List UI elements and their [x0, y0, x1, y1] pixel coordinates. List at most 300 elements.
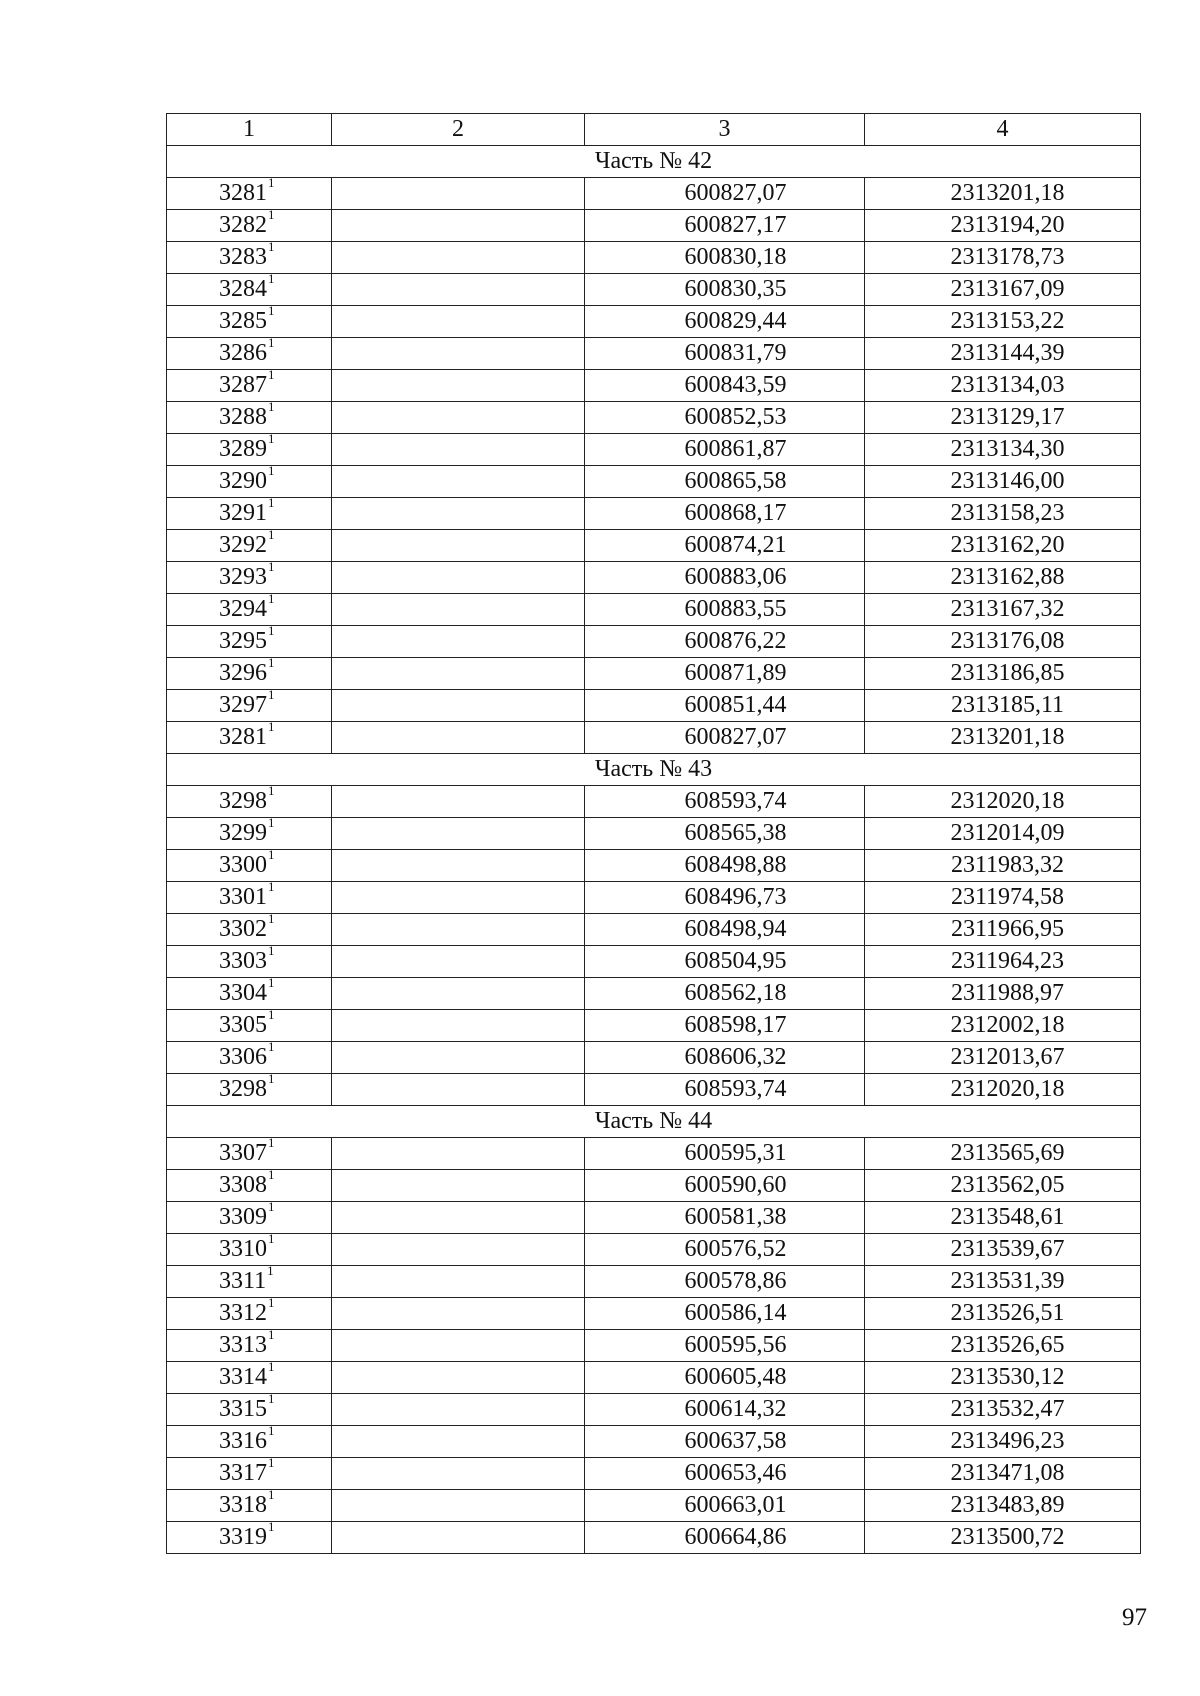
- y-coordinate: 2313129,17: [865, 402, 1141, 434]
- empty-cell: [332, 690, 585, 722]
- empty-cell: [332, 274, 585, 306]
- y-coordinate: 2313548,61: [865, 1202, 1141, 1234]
- point-number-cell: [167, 562, 332, 594]
- table-row: [167, 498, 1141, 530]
- table-row: [167, 690, 1141, 722]
- point-number-superscript: 1: [268, 529, 275, 542]
- x-coordinate: 600861,87: [585, 434, 865, 466]
- point-number: 3281: [219, 180, 267, 206]
- point-number-superscript: 1: [268, 593, 275, 606]
- y-coordinate: 2313201,18: [865, 722, 1141, 754]
- point-number-cell: [167, 1170, 332, 1202]
- point-number-superscript: 1: [268, 1041, 275, 1054]
- point-number: 3297: [219, 692, 267, 718]
- empty-cell: [332, 786, 585, 818]
- point-number-cell: [167, 1426, 332, 1458]
- point-number: 3308: [219, 1172, 267, 1198]
- point-number: 3285: [219, 308, 267, 334]
- empty-cell: [332, 210, 585, 242]
- point-number-cell: [167, 1362, 332, 1394]
- y-coordinate: 2313176,08: [865, 626, 1141, 658]
- x-coordinate: 600827,07: [585, 178, 865, 210]
- point-number-superscript: 1: [268, 433, 275, 446]
- point-number-cell: [167, 1394, 332, 1426]
- point-number-cell: [167, 1202, 332, 1234]
- table-row: [167, 434, 1141, 466]
- y-coordinate: 2312013,67: [865, 1042, 1141, 1074]
- point-number-superscript: 1: [268, 657, 275, 670]
- x-coordinate: 608598,17: [585, 1010, 865, 1042]
- empty-cell: [332, 562, 585, 594]
- table-row: [167, 626, 1141, 658]
- table-row: [167, 306, 1141, 338]
- point-number-superscript: 1: [268, 1233, 275, 1246]
- point-number-cell: [167, 1330, 332, 1362]
- coordinates-table: [166, 113, 1141, 1554]
- x-coordinate: 600590,60: [585, 1170, 865, 1202]
- point-number: 3311: [219, 1268, 267, 1294]
- x-coordinate: 608565,38: [585, 818, 865, 850]
- point-number-superscript: 1: [268, 401, 275, 414]
- empty-cell: [332, 1426, 585, 1458]
- empty-cell: [332, 1362, 585, 1394]
- point-number: 3293: [219, 564, 267, 590]
- point-number-cell: [167, 1138, 332, 1170]
- empty-cell: [332, 1522, 585, 1554]
- point-number-cell: [167, 530, 332, 562]
- table-row: [167, 1426, 1141, 1458]
- point-number: 3319: [219, 1524, 267, 1550]
- x-coordinate: 600851,44: [585, 690, 865, 722]
- section-title: Часть № 43: [167, 754, 1141, 786]
- point-number-cell: [167, 1522, 332, 1554]
- empty-cell: [332, 1490, 585, 1522]
- point-number-cell: [167, 1010, 332, 1042]
- y-coordinate: 2313167,09: [865, 274, 1141, 306]
- point-number-superscript: 1: [268, 1297, 275, 1310]
- column-header-4: 4: [865, 114, 1141, 146]
- point-number-superscript: 1: [268, 1329, 275, 1342]
- point-number-superscript: 1: [268, 1521, 275, 1534]
- table-row: [167, 530, 1141, 562]
- y-coordinate: 2312002,18: [865, 1010, 1141, 1042]
- point-number: 3313: [219, 1332, 267, 1358]
- x-coordinate: 600852,53: [585, 402, 865, 434]
- y-coordinate: 2311964,23: [865, 946, 1141, 978]
- table-row: [167, 370, 1141, 402]
- table-row: [167, 946, 1141, 978]
- point-number: 3282: [219, 212, 267, 238]
- point-number-superscript: 1: [268, 1489, 275, 1502]
- point-number-cell: [167, 1234, 332, 1266]
- point-number-superscript: 1: [268, 369, 275, 382]
- x-coordinate: 608562,18: [585, 978, 865, 1010]
- y-coordinate: 2313565,69: [865, 1138, 1141, 1170]
- x-coordinate: 600876,22: [585, 626, 865, 658]
- empty-cell: [332, 1202, 585, 1234]
- empty-cell: [332, 882, 585, 914]
- point-number: 3290: [219, 468, 267, 494]
- point-number-superscript: 1: [268, 1393, 275, 1406]
- point-number-superscript: 1: [268, 1073, 275, 1086]
- y-coordinate: 2313562,05: [865, 1170, 1141, 1202]
- point-number-cell: [167, 370, 332, 402]
- empty-cell: [332, 1458, 585, 1490]
- y-coordinate: 2313194,20: [865, 210, 1141, 242]
- table-row: [167, 1490, 1141, 1522]
- y-coordinate: 2313496,23: [865, 1426, 1141, 1458]
- x-coordinate: 600595,31: [585, 1138, 865, 1170]
- x-coordinate: 600871,89: [585, 658, 865, 690]
- x-coordinate: 600827,07: [585, 722, 865, 754]
- point-number: 3314: [219, 1364, 267, 1390]
- x-coordinate: 600664,86: [585, 1522, 865, 1554]
- y-coordinate: 2311988,97: [865, 978, 1141, 1010]
- y-coordinate: 2313185,11: [865, 690, 1141, 722]
- x-coordinate: 608498,88: [585, 850, 865, 882]
- point-number-superscript: 1: [268, 209, 275, 222]
- table-row: [167, 1234, 1141, 1266]
- point-number-cell: [167, 818, 332, 850]
- table-row: [167, 882, 1141, 914]
- point-number-cell: [167, 1298, 332, 1330]
- x-coordinate: 600883,06: [585, 562, 865, 594]
- point-number: 3281: [219, 724, 267, 750]
- column-header-3: 3: [585, 114, 865, 146]
- point-number-superscript: 1: [268, 305, 275, 318]
- point-number-cell: [167, 1074, 332, 1106]
- y-coordinate: 2313526,65: [865, 1330, 1141, 1362]
- table-row: [167, 978, 1141, 1010]
- x-coordinate: 600829,44: [585, 306, 865, 338]
- empty-cell: [332, 914, 585, 946]
- point-number-cell: [167, 306, 332, 338]
- section-row: [167, 146, 1141, 178]
- point-number-superscript: 1: [268, 1361, 275, 1374]
- table-row: [167, 1170, 1141, 1202]
- x-coordinate: 600576,52: [585, 1234, 865, 1266]
- x-coordinate: 600865,58: [585, 466, 865, 498]
- point-number: 3307: [219, 1140, 267, 1166]
- point-number-cell: [167, 1490, 332, 1522]
- point-number-cell: [167, 658, 332, 690]
- table-row: [167, 1074, 1141, 1106]
- y-coordinate: 2313531,39: [865, 1266, 1141, 1298]
- y-coordinate: 2313162,20: [865, 530, 1141, 562]
- point-number: 3298: [219, 1076, 267, 1102]
- table-row: [167, 210, 1141, 242]
- point-number-superscript: 1: [268, 1169, 275, 1182]
- point-number-superscript: 1: [268, 721, 275, 734]
- point-number-cell: [167, 626, 332, 658]
- point-number-superscript: 1: [267, 1265, 274, 1278]
- empty-cell: [332, 530, 585, 562]
- y-coordinate: 2313532,47: [865, 1394, 1141, 1426]
- empty-cell: [332, 1330, 585, 1362]
- y-coordinate: 2313201,18: [865, 178, 1141, 210]
- point-number-superscript: 1: [268, 849, 275, 862]
- empty-cell: [332, 338, 585, 370]
- table-row: [167, 786, 1141, 818]
- point-number-cell: [167, 242, 332, 274]
- table-row: [167, 1330, 1141, 1362]
- point-number-superscript: 1: [268, 241, 275, 254]
- empty-cell: [332, 1266, 585, 1298]
- y-coordinate: 2313186,85: [865, 658, 1141, 690]
- point-number-superscript: 1: [268, 273, 275, 286]
- point-number-superscript: 1: [268, 465, 275, 478]
- point-number: 3315: [219, 1396, 267, 1422]
- empty-cell: [332, 626, 585, 658]
- empty-cell: [332, 594, 585, 626]
- empty-cell: [332, 1074, 585, 1106]
- point-number-cell: [167, 178, 332, 210]
- point-number-superscript: 1: [268, 1009, 275, 1022]
- point-number: 3317: [219, 1460, 267, 1486]
- point-number-cell: [167, 402, 332, 434]
- table-row: [167, 338, 1141, 370]
- empty-cell: [332, 434, 585, 466]
- empty-cell: [332, 1010, 585, 1042]
- table-row: [167, 1266, 1141, 1298]
- point-number-superscript: 1: [268, 785, 275, 798]
- point-number-cell: [167, 978, 332, 1010]
- point-number: 3292: [219, 532, 267, 558]
- point-number-cell: [167, 722, 332, 754]
- y-coordinate: 2312020,18: [865, 786, 1141, 818]
- x-coordinate: 600586,14: [585, 1298, 865, 1330]
- table-row: [167, 274, 1141, 306]
- y-coordinate: 2313162,88: [865, 562, 1141, 594]
- y-coordinate: 2313158,23: [865, 498, 1141, 530]
- empty-cell: [332, 1138, 585, 1170]
- y-coordinate: 2313530,12: [865, 1362, 1141, 1394]
- point-number-superscript: 1: [268, 881, 275, 894]
- x-coordinate: 600831,79: [585, 338, 865, 370]
- table-row: [167, 242, 1141, 274]
- x-coordinate: 600830,18: [585, 242, 865, 274]
- point-number-superscript: 1: [268, 977, 275, 990]
- y-coordinate: 2313134,03: [865, 370, 1141, 402]
- table-row: [167, 850, 1141, 882]
- y-coordinate: 2313178,73: [865, 242, 1141, 274]
- point-number-superscript: 1: [268, 1457, 275, 1470]
- x-coordinate: 600595,56: [585, 1330, 865, 1362]
- point-number: 3318: [219, 1492, 267, 1518]
- table-body: [167, 114, 1141, 1554]
- x-coordinate: 600581,38: [585, 1202, 865, 1234]
- point-number-cell: [167, 466, 332, 498]
- y-coordinate: 2311966,95: [865, 914, 1141, 946]
- point-number: 3316: [219, 1428, 267, 1454]
- point-number-superscript: 1: [268, 497, 275, 510]
- point-number-cell: [167, 338, 332, 370]
- x-coordinate: 600883,55: [585, 594, 865, 626]
- x-coordinate: 600663,01: [585, 1490, 865, 1522]
- page-number: 97: [1122, 1604, 1147, 1631]
- x-coordinate: 600874,21: [585, 530, 865, 562]
- y-coordinate: 2313483,89: [865, 1490, 1141, 1522]
- point-number-cell: [167, 786, 332, 818]
- x-coordinate: 608496,73: [585, 882, 865, 914]
- point-number-superscript: 1: [268, 817, 275, 830]
- point-number-cell: [167, 850, 332, 882]
- empty-cell: [332, 978, 585, 1010]
- empty-cell: [332, 946, 585, 978]
- y-coordinate: 2311974,58: [865, 882, 1141, 914]
- empty-cell: [332, 242, 585, 274]
- point-number: 3300: [219, 852, 267, 878]
- empty-cell: [332, 818, 585, 850]
- table-row: [167, 594, 1141, 626]
- empty-cell: [332, 306, 585, 338]
- x-coordinate: 600605,48: [585, 1362, 865, 1394]
- point-number-superscript: 1: [268, 1137, 275, 1150]
- empty-cell: [332, 1042, 585, 1074]
- table-row: [167, 1010, 1141, 1042]
- table-row: [167, 1362, 1141, 1394]
- y-coordinate: 2313167,32: [865, 594, 1141, 626]
- point-number: 3302: [219, 916, 267, 942]
- point-number: 3295: [219, 628, 267, 654]
- point-number-superscript: 1: [268, 177, 275, 190]
- point-number: 3304: [219, 980, 267, 1006]
- point-number-superscript: 1: [268, 1425, 275, 1438]
- x-coordinate: 600614,32: [585, 1394, 865, 1426]
- point-number-superscript: 1: [268, 913, 275, 926]
- point-number: 3289: [219, 436, 267, 462]
- x-coordinate: 600653,46: [585, 1458, 865, 1490]
- point-number-cell: [167, 882, 332, 914]
- x-coordinate: 608498,94: [585, 914, 865, 946]
- point-number: 3288: [219, 404, 267, 430]
- table-row: [167, 466, 1141, 498]
- section-title: Часть № 44: [167, 1106, 1141, 1138]
- y-coordinate: 2313539,67: [865, 1234, 1141, 1266]
- point-number-cell: [167, 690, 332, 722]
- point-number-cell: [167, 1458, 332, 1490]
- table-row: [167, 722, 1141, 754]
- table-row: [167, 402, 1141, 434]
- point-number-superscript: 1: [268, 337, 275, 350]
- point-number: 3299: [219, 820, 267, 846]
- point-number-cell: [167, 498, 332, 530]
- point-number-cell: [167, 274, 332, 306]
- point-number-superscript: 1: [268, 625, 275, 638]
- table-row: [167, 658, 1141, 690]
- table-row: [167, 178, 1141, 210]
- x-coordinate: 600843,59: [585, 370, 865, 402]
- empty-cell: [332, 178, 585, 210]
- y-coordinate: 2313500,72: [865, 1522, 1141, 1554]
- point-number-superscript: 1: [268, 561, 275, 574]
- empty-cell: [332, 1394, 585, 1426]
- y-coordinate: 2311983,32: [865, 850, 1141, 882]
- point-number-cell: [167, 946, 332, 978]
- point-number-cell: [167, 1042, 332, 1074]
- section-title: Часть № 42: [167, 146, 1141, 178]
- x-coordinate: 600868,17: [585, 498, 865, 530]
- point-number: 3286: [219, 340, 267, 366]
- point-number: 3309: [219, 1204, 267, 1230]
- x-coordinate: 600830,35: [585, 274, 865, 306]
- point-number: 3287: [219, 372, 267, 398]
- point-number: 3310: [219, 1236, 267, 1262]
- table-row: [167, 1138, 1141, 1170]
- point-number: 3312: [219, 1300, 267, 1326]
- point-number: 3306: [219, 1044, 267, 1070]
- table-row: [167, 1202, 1141, 1234]
- empty-cell: [332, 466, 585, 498]
- table-row: [167, 1522, 1141, 1554]
- y-coordinate: 2313146,00: [865, 466, 1141, 498]
- point-number-cell: [167, 914, 332, 946]
- point-number: 3305: [219, 1012, 267, 1038]
- empty-cell: [332, 370, 585, 402]
- x-coordinate: 608504,95: [585, 946, 865, 978]
- section-row: [167, 754, 1141, 786]
- y-coordinate: 2313471,08: [865, 1458, 1141, 1490]
- x-coordinate: 600578,86: [585, 1266, 865, 1298]
- y-coordinate: 2312014,09: [865, 818, 1141, 850]
- x-coordinate: 600637,58: [585, 1426, 865, 1458]
- table-row: [167, 914, 1141, 946]
- point-number: 3298: [219, 788, 267, 814]
- column-header-2: 2: [332, 114, 585, 146]
- point-number-superscript: 1: [268, 945, 275, 958]
- y-coordinate: 2312020,18: [865, 1074, 1141, 1106]
- point-number-cell: [167, 594, 332, 626]
- point-number-cell: [167, 434, 332, 466]
- empty-cell: [332, 498, 585, 530]
- point-number-superscript: 1: [268, 689, 275, 702]
- table-row: [167, 818, 1141, 850]
- table-row: [167, 1458, 1141, 1490]
- x-coordinate: 608606,32: [585, 1042, 865, 1074]
- table-row: [167, 562, 1141, 594]
- section-row: [167, 1106, 1141, 1138]
- point-number: 3303: [219, 948, 267, 974]
- empty-cell: [332, 1234, 585, 1266]
- y-coordinate: 2313134,30: [865, 434, 1141, 466]
- x-coordinate: 608593,74: [585, 1074, 865, 1106]
- header-row: [167, 114, 1141, 146]
- empty-cell: [332, 722, 585, 754]
- x-coordinate: 608593,74: [585, 786, 865, 818]
- empty-cell: [332, 1170, 585, 1202]
- point-number: 3301: [219, 884, 267, 910]
- table-row: [167, 1298, 1141, 1330]
- y-coordinate: 2313144,39: [865, 338, 1141, 370]
- point-number: 3291: [219, 500, 267, 526]
- point-number: 3283: [219, 244, 267, 270]
- point-number: 3294: [219, 596, 267, 622]
- table-row: [167, 1394, 1141, 1426]
- point-number-cell: [167, 210, 332, 242]
- empty-cell: [332, 850, 585, 882]
- empty-cell: [332, 1298, 585, 1330]
- empty-cell: [332, 658, 585, 690]
- y-coordinate: 2313153,22: [865, 306, 1141, 338]
- point-number: 3296: [219, 660, 267, 686]
- column-header-1: 1: [167, 114, 332, 146]
- table-row: [167, 1042, 1141, 1074]
- point-number-cell: [167, 1266, 332, 1298]
- point-number: 3284: [219, 276, 267, 302]
- y-coordinate: 2313526,51: [865, 1298, 1141, 1330]
- x-coordinate: 600827,17: [585, 210, 865, 242]
- point-number-superscript: 1: [268, 1201, 275, 1214]
